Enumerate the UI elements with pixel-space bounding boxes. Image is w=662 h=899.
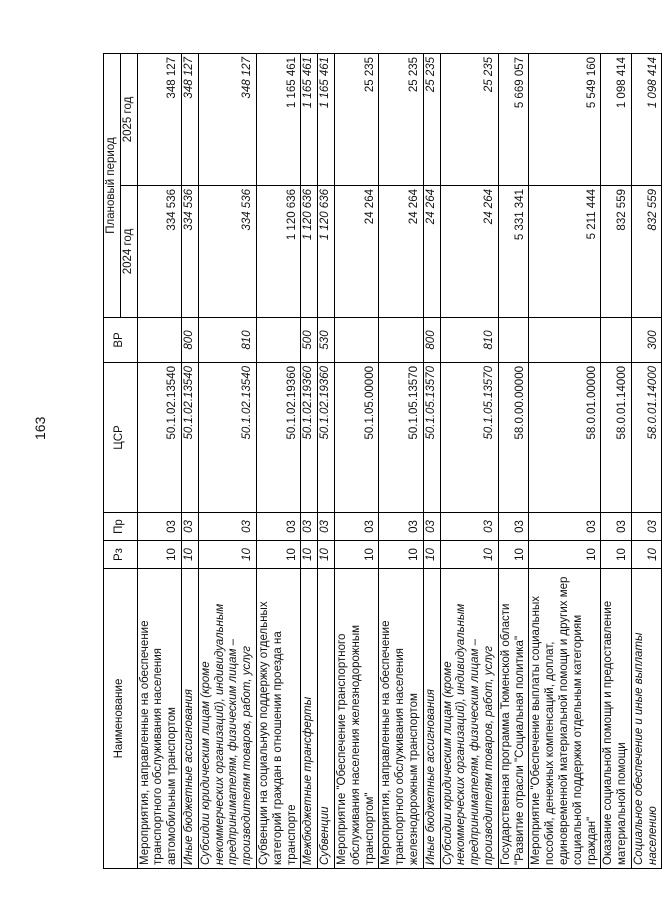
cell-rz: 10 [181,541,198,569]
cell-name: Субсидии юридическим лицам (кроме некоммерческих организаций), индивидуальным предпринимателям, физическим лицам – производителям товаров, работ, услуг [440,569,498,869]
cell-rz: 10 [256,541,300,569]
cell-rz: 10 [529,541,601,569]
table-row [440,53,498,868]
col-header-rz: Рз [104,541,138,569]
cell-vr [256,318,300,363]
cell-csr: 50.1.02.13540 [137,363,181,513]
cell-name: Государственная программа Тюменской области "Развитие отрасли "Социальная политика" [498,569,529,869]
cell-2024: 24 264 [379,186,423,318]
cell-csr: 58.0.01.14000 [601,363,632,513]
cell-csr: 50.1.02.19360 [256,363,300,513]
table-row [334,53,378,868]
cell-rz: 10 [137,541,181,569]
cell-pr: 03 [498,513,529,541]
cell-2024: 1 120 636 [301,186,318,318]
cell-csr: 58.0.01.14000 [631,363,662,513]
cell-2025: 1 165 461 [301,53,318,185]
cell-vr [601,318,632,363]
cell-vr: 300 [631,318,662,363]
table-body [137,53,662,868]
cell-2025: 348 127 [181,53,198,185]
cell-rz: 10 [498,541,529,569]
cell-pr: 03 [318,513,335,541]
cell-csr: 50.1.02.13540 [181,363,198,513]
col-header-name: Наименование [104,569,138,869]
table-row [379,53,423,868]
cell-vr: 800 [423,318,440,363]
cell-rz: 10 [379,541,423,569]
col-header-csr: ЦСР [104,363,138,513]
cell-rz: 10 [631,541,662,569]
cell-csr: 50.1.05.13570 [423,363,440,513]
cell-pr: 03 [440,513,498,541]
cell-vr [334,318,378,363]
cell-name: Субвенции на социальную поддержку отдельных категорий граждан в отношении проезда на транспорте [256,569,300,869]
cell-rz: 10 [318,541,335,569]
cell-2024: 5 331 341 [498,186,529,318]
cell-name: Мероприятия, направленные на обеспечение транспортного обслуживания населения автомобильным транспортом [137,569,181,869]
budget-table [103,53,662,869]
cell-2025: 348 127 [198,53,256,185]
table-row [301,53,318,868]
table-row [181,53,198,868]
cell-rz: 10 [601,541,632,569]
cell-2025: 5 549 160 [529,53,601,185]
col-header-planned-period: Плановый период [104,53,121,317]
table-row [498,53,529,868]
cell-pr: 03 [631,513,662,541]
cell-vr [498,318,529,363]
cell-name: Субсидии юридическим лицам (кроме некоммерческих организаций), индивидуальным предпринимателям, физическим лицам – производителям товаров, работ, услуг [198,569,256,869]
cell-pr: 03 [601,513,632,541]
cell-csr: 58.0.01.00000 [529,363,601,513]
cell-2025: 348 127 [137,53,181,185]
cell-rz: 10 [423,541,440,569]
cell-rz: 10 [334,541,378,569]
cell-2024: 24 264 [423,186,440,318]
table-row [198,53,256,868]
cell-pr: 03 [137,513,181,541]
col-header-2025: 2025 год [120,53,137,185]
rotated-page [103,54,659,869]
cell-csr: 58.0.00.00000 [498,363,529,513]
table-row [318,53,335,868]
table-row [601,53,632,868]
cell-csr: 50.1.02.19360 [318,363,335,513]
cell-vr [379,318,423,363]
cell-vr: 500 [301,318,318,363]
cell-2025: 5 669 057 [498,53,529,185]
cell-2024: 334 536 [137,186,181,318]
cell-vr: 530 [318,318,335,363]
cell-name: Субвенции [318,569,335,869]
cell-rz: 10 [198,541,256,569]
table-row [256,53,300,868]
cell-2025: 1 165 461 [318,53,335,185]
col-header-pr: Пр [104,513,138,541]
cell-csr: 50.1.02.19360 [301,363,318,513]
cell-name: Социальное обеспечение и иные выплаты населению [631,569,662,869]
cell-2024: 5 211 444 [529,186,601,318]
cell-2024: 334 536 [181,186,198,318]
cell-2025: 25 235 [334,53,378,185]
cell-2024: 24 264 [334,186,378,318]
cell-rz: 10 [440,541,498,569]
cell-2025: 25 235 [440,53,498,185]
cell-2024: 832 559 [631,186,662,318]
cell-csr: 50.1.05.13570 [440,363,498,513]
cell-2024: 1 120 636 [318,186,335,318]
cell-csr: 50.1.02.13540 [198,363,256,513]
table-row [529,53,601,868]
page-number: 163 [32,416,48,440]
cell-name: Оказание социальной помощи и предоставление материальной помощи [601,569,632,869]
col-header-vr: ВР [104,318,138,363]
cell-2024: 1 120 636 [256,186,300,318]
cell-csr: 50.1.05.00000 [334,363,378,513]
cell-rz: 10 [301,541,318,569]
cell-pr: 03 [198,513,256,541]
cell-name: Мероприятие "Обеспечение транспортного обслуживания населения железнодорожным транспортом" [334,569,378,869]
cell-2025: 25 235 [379,53,423,185]
cell-name: Мероприятия, направленные на обеспечение транспортного обслуживания населения железнодорожным транспортом [379,569,423,869]
cell-pr: 03 [181,513,198,541]
cell-name: Иные бюджетные ассигнования [181,569,198,869]
cell-vr [137,318,181,363]
col-header-2024: 2024 год [120,186,137,318]
cell-pr: 03 [529,513,601,541]
cell-pr: 03 [334,513,378,541]
cell-2025: 1 098 414 [601,53,632,185]
cell-pr: 03 [301,513,318,541]
cell-2024: 832 559 [601,186,632,318]
header-row [104,53,121,868]
cell-name: Межбюджетные трансферты [301,569,318,869]
cell-2025: 1 098 414 [631,53,662,185]
cell-name: Мероприятие "Обеспечение выплаты социальных пособий, денежных компенсаций, доплат, единовременной материальной помощи и других мер социальной поддержки отдельным категориям граждан" [529,569,601,869]
table-row [137,53,181,868]
cell-2024: 334 536 [198,186,256,318]
cell-csr: 50.1.05.13570 [379,363,423,513]
cell-2025: 25 235 [423,53,440,185]
table-row [423,53,440,868]
cell-vr: 810 [198,318,256,363]
cell-2025: 1 165 461 [256,53,300,185]
cell-name: Иные бюджетные ассигнования [423,569,440,869]
cell-vr: 810 [440,318,498,363]
cell-vr: 800 [181,318,198,363]
cell-vr [529,318,601,363]
cell-pr: 03 [256,513,300,541]
cell-2024: 24 264 [440,186,498,318]
table-row [631,53,662,868]
cell-pr: 03 [379,513,423,541]
cell-pr: 03 [423,513,440,541]
